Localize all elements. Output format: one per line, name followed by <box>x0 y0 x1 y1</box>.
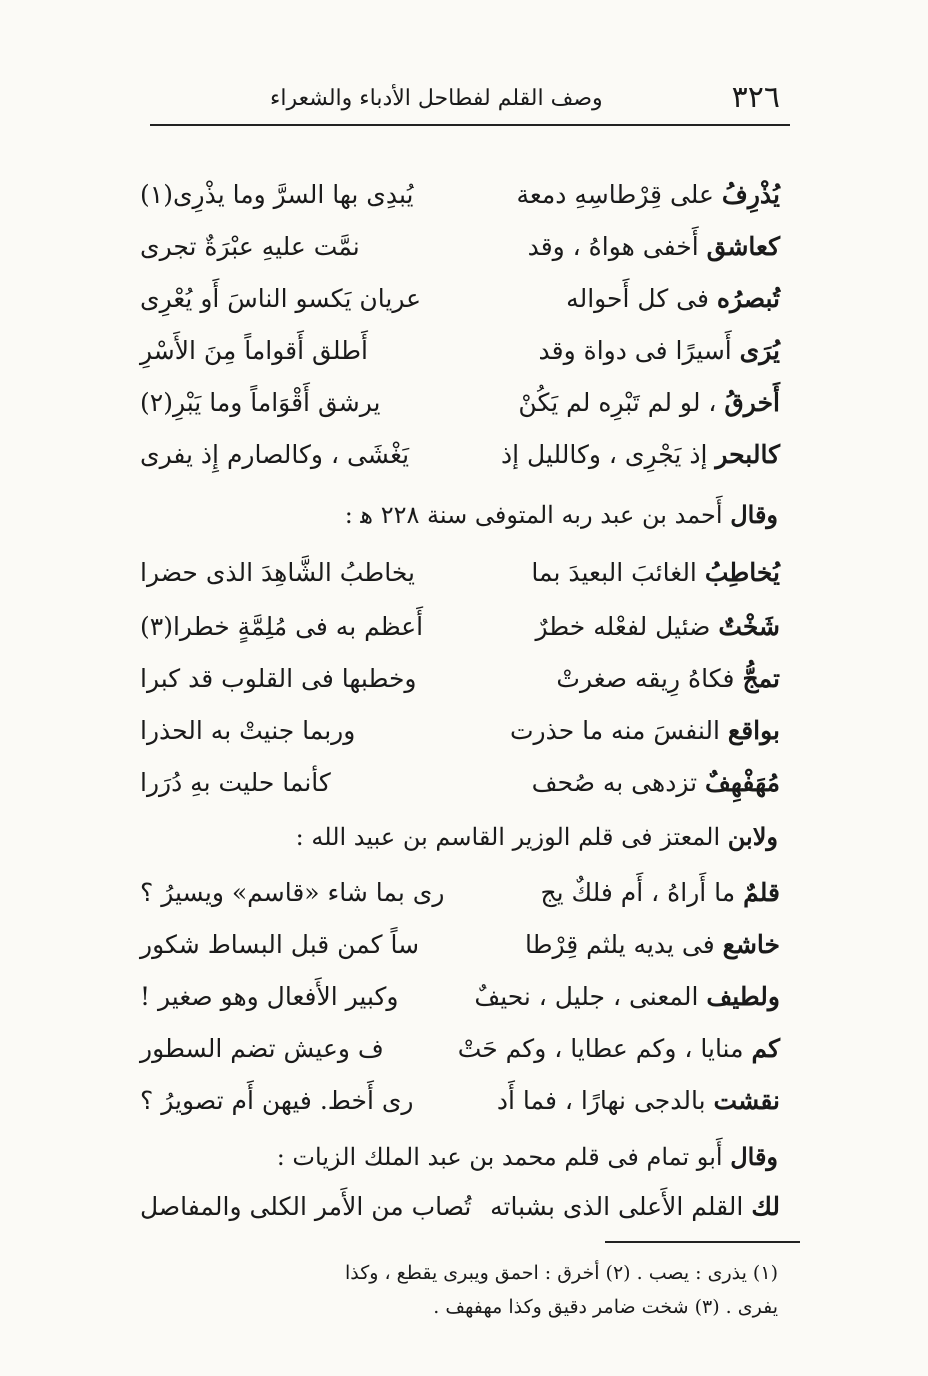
verse-line <box>140 232 780 282</box>
verse-first-hemistich: قلمٌ ما أَراهُ ، أَم فلكٌ يج <box>540 878 780 907</box>
verse-second-hemistich: تُصاب من الأَمر الكلى والمفاصل <box>140 1192 472 1221</box>
verse-first-hemistich: يُرَى أَسيرًا فى دواة وقد <box>538 336 780 365</box>
verse-line <box>140 664 780 714</box>
verse-line <box>140 716 780 766</box>
verse-second-hemistich: نمَّت عليهِ عبْرَةٌ تجرى <box>140 232 360 261</box>
verse-second-hemistich: يَغْشَى ، وكالصارم إِذ يفرى <box>140 440 410 469</box>
verse-second-hemistich: يُبدِى بها السرَّ وما يذْرِى(١) <box>140 180 414 209</box>
verse-line <box>140 336 780 386</box>
verse-second-hemistich: عريان يَكسو الناسَ أَو يُعْرِى <box>140 284 422 313</box>
verse-first-hemistich: لك القلم الأَعلى الذى بشباته <box>490 1192 780 1221</box>
verse-first-hemistich: نقشت بالدجى نهارًا ، فما أَد <box>496 1086 780 1115</box>
footnote-rule <box>605 1241 800 1243</box>
verse-first-hemistich: يُخاطِبُ الغائبَ البعيدَ بما <box>531 558 780 587</box>
verse-line <box>140 558 780 608</box>
verse-line <box>140 612 780 662</box>
verse-line <box>140 1034 780 1084</box>
verse-line <box>140 180 780 230</box>
verse-second-hemistich: يخاطبُ الشَّاهِدَ الذى حضرا <box>140 558 415 587</box>
intro-line: وقال أَحمد بن عبد ربه المتوفى سنة ٢٢٨ ﻫ : <box>344 500 778 529</box>
intro-line: وقال أَبو تمام فى قلم محمد بن عبد الملك الزيات : <box>276 1142 778 1171</box>
verse-line <box>140 878 780 928</box>
verse-first-hemistich: بواقع النفسَ منه ما حذرت <box>509 716 780 745</box>
verse-line <box>140 930 780 980</box>
verse-line <box>140 284 780 334</box>
verse-second-hemistich: وربما جنيتْ به الحذرا <box>140 716 356 745</box>
page-number: ٣٢٦ <box>731 80 780 115</box>
verse-line <box>140 440 780 490</box>
verse-first-hemistich: يُذْرِفُ على قِرْطاسِهِ دمعة <box>516 180 780 209</box>
header-rule <box>150 124 790 126</box>
verse-second-hemistich: رى أَخط. فيهن أَم تصويرُ ؟ <box>140 1086 414 1115</box>
verse-first-hemistich: تمجُّ فكاهُ رِيقه صغرتْ <box>556 664 780 693</box>
verse-line <box>140 388 780 438</box>
verse-line <box>140 1192 780 1242</box>
footnote-line: (١) يذرى : يصب . (٢) أخرق : احمق ويبرى يقطع ، وكذا <box>344 1262 778 1284</box>
verse-first-hemistich: خاشع فى يديه يلثم قِرْطا <box>524 930 780 959</box>
verse-first-hemistich: شَخْتٌ ضئيل لفعْله خطرٌ <box>535 612 780 641</box>
verse-first-hemistich: ولطيف المعنى ، جليل ، نحيفٌ <box>474 982 780 1011</box>
verse-second-hemistich: كأنما حليت بهِ دُرَرا <box>140 768 331 797</box>
verse-first-hemistich: مُهَفْهِفٌ تزدهى به صُحف <box>531 768 780 797</box>
verse-line <box>140 1086 780 1136</box>
intro-line: ولابن المعتز فى قلم الوزير القاسم بن عبيد الله : <box>295 822 778 851</box>
verse-second-hemistich: وخطبها فى القلوب قد كبرا <box>140 664 417 693</box>
verse-second-hemistich: أَعظم به فى مُلِمَّةٍ خطرا(٣) <box>140 612 424 641</box>
verse-line <box>140 768 780 818</box>
footnote-line: يفرى . (٣) شخت ضامر دقيق وكذا مهفهف . <box>433 1296 778 1318</box>
verse-first-hemistich: كعاشق أَخفى هواهُ ، وقد <box>527 232 780 261</box>
verse-second-hemistich: وكبير الأَفعال وهو صغير ! <box>140 982 399 1011</box>
verse-second-hemistich: ساً كمن قبل البساط شكور <box>140 930 420 959</box>
verse-second-hemistich: يرشق أَقْوَاماً وما يَبْرِ(٢) <box>140 388 381 417</box>
verse-first-hemistich: كالبحر إذ يَجْرِى ، وكالليل إذ <box>500 440 780 469</box>
verse-first-hemistich: كم منايا ، وكم عطايا ، وكم حَتْ <box>457 1034 780 1063</box>
verse-first-hemistich: تُبصرُه فى كل أَحواله <box>566 284 780 313</box>
verse-line <box>140 982 780 1032</box>
verse-second-hemistich: رى بما شاء «قاسم» ويسيرُ ؟ <box>140 878 445 907</box>
verse-second-hemistich: ف وعيش تضم السطور <box>140 1034 384 1063</box>
verse-first-hemistich: أَخرقُ ، لو لم تَبْرِه لم يَكُنْ <box>518 388 780 417</box>
verse-second-hemistich: أَطلق أَقواماً مِنَ الأَسْرِ <box>140 336 368 365</box>
running-title: وصف القلم لفطاحل الأدباء والشعراء <box>270 86 603 111</box>
